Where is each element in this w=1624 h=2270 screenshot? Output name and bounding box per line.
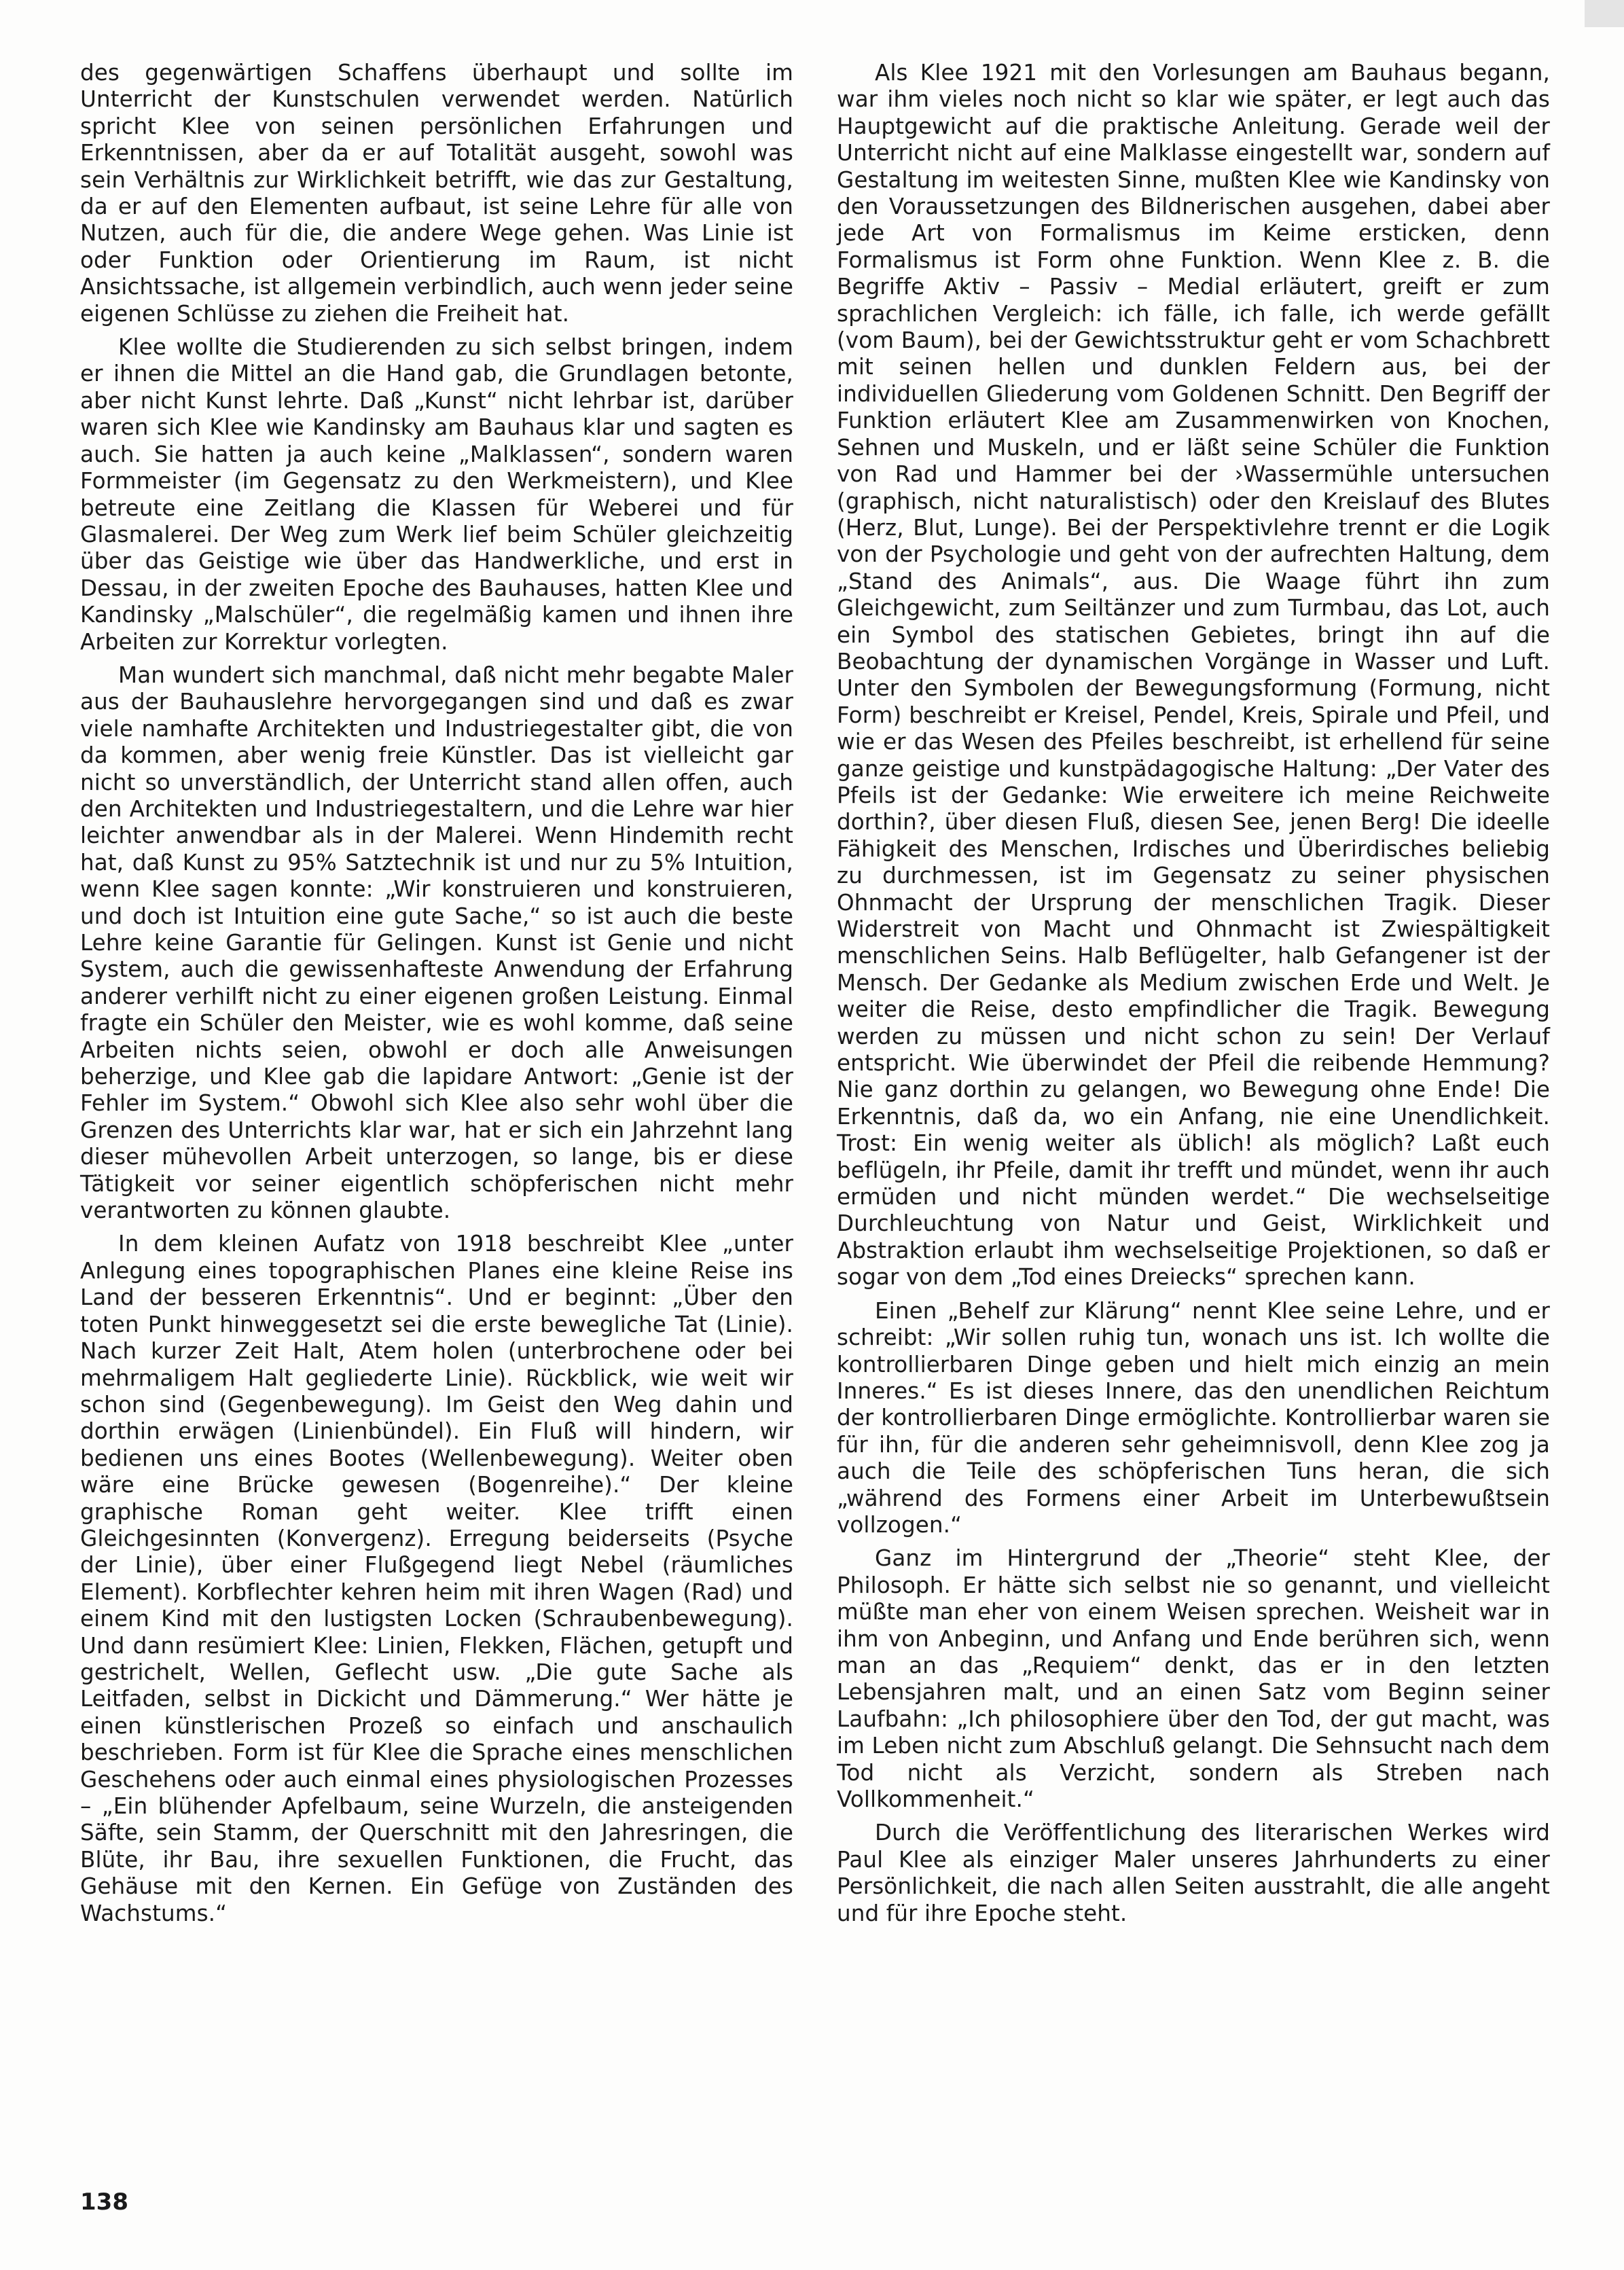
paragraph: Man wundert sich manchmal, daß nicht mehr begabte Maler aus der Bauhauslehre hervorgegangen sind und daß es zwar viele namhafte Architekten und Industriegestalter gibt, die von da kommen, aber wenig freie Künstler. Das ist vielleicht gar nicht so unverständlich, der Unterricht stand allen offen, auch den Architekten und Industriegestaltern, und die Lehre war hier leichter anwendbar als in der Malerei. Wenn Hindemith recht hat, daß Kunst zu 95% Satztechnik ist und nur zu 5% Intuition, wenn Klee sagen konnte: „Wir konstruieren und konstruieren, und doch ist Intuition eine gute Sache,“ so ist auch die beste Lehre keine Garantie für Gelingen. Kunst ist Genie und nicht System, auch die gewissenhafteste Anwendung der Erfahrung anderer verhilft nicht zu einer eigenen großen Leistung. Einmal fragte ein Schüler den Meister, wie es wohl komme, daß seine Arbeiten nichts seien, obwohl er doch alle Anweisungen beherzige, und Klee gab die lapidare Antwort: „Genie ist der Fehler im System.“ Obwohl sich Klee also sehr wohl über die Grenzen des Unterrichts klar war, hat er sich ein Jahrzehnt lang dieser mühevollen Arbeit unterzogen, so lange, bis er diese Tätigkeit vor seiner eigentlich schöpferischen nicht mehr verantworten zu können glaubte. <box>80 662 793 1224</box>
scan-edge-strip <box>1585 0 1624 27</box>
paragraph: des gegenwärtigen Schaffens überhaupt und sollte im Unterricht der Kunstschulen verwendet werden. Natürlich spricht Klee von seinen persönlichen Erfahrungen und Erkenntnissen, aber da er auf Totalität ausgeht, sowohl was sein Verhältnis zur Wirklichkeit betrifft, wie das zur Gestaltung, da er auf den Elementen aufbaut, ist seine Lehre für alle von Nutzen, auch für die, die andere Wege gehen. Was Linie ist oder Funktion oder Orientierung im Raum, ist nicht Ansichtssache, ist allgemein verbindlich, auch wenn jeder seine eigenen Schlüsse zu ziehen die Freiheit hat. <box>80 60 793 327</box>
paragraph: Einen „Behelf zur Klärung“ nennt Klee seine Lehre, und er schreibt: „Wir sollen ruhig tun, wonach uns ist. Ich wollte die kontrollierbaren Dinge geben und hielt mich einzig an mein Inneres.“ Es ist dieses Innere, das den unendlichen Reichtum der kontrollierbaren Dinge ermöglichte. Kontrollierbar waren sie für ihn, für die anderen sehr geheimnisvoll, denn Klee zog ja auch die Teile des schöpferischen Tuns heran, die sich „während des Formens einer Arbeit im Unterbewußtsein vollzogen.“ <box>837 1297 1550 1538</box>
page-number: 138 <box>80 2188 128 2216</box>
paragraph: Ganz im Hintergrund der „Theorie“ steht Klee, der Philosoph. Er hätte sich selbst nie so genannt, und vielleicht müßte man eher von einem Weisen sprechen. Weisheit war in ihm von Anbeginn, und Anfang und Ende berühren sich, wenn man an das „Requiem“ denkt, das er in den letzten Lebensjahren malt, und an einen Satz vom Beginn seiner Laufbahn: „Ich philosophiere über den Tod, der gut macht, was im Leben nicht zum Abschluß gelangt. Die Sehnsucht nach dem Tod nicht als Verzicht, sondern als Streben nach Vollkommenheit.“ <box>837 1545 1550 1812</box>
paragraph: Klee wollte die Studierenden zu sich selbst bringen, indem er ihnen die Mittel an die Hand gab, die Grundlagen betonte, aber nicht Kunst lehrte. Daß „Kunst“ nicht lehrbar ist, darüber waren sich Klee wie Kandinsky am Bauhaus klar und sagten es auch. Sie hatten ja auch keine „Malklassen“, sondern waren Formmeister (im Gegensatz zu den Werkmeistern), und Klee betreute eine Zeitlang die Klassen für Weberei und für Glasmalerei. Der Weg zum Werk lief beim Schüler gleichzeitig über das Geistige wie über das Handwerkliche, und erst in Dessau, in der zweiten Epoche des Bauhauses, hatten Klee und Kandinsky „Malschüler“, die regelmäßig kamen und ihnen ihre Arbeiten zur Korrektur vorlegten. <box>80 334 793 655</box>
paragraph: Durch die Veröffentlichung des literarischen Werkes wird Paul Klee als einziger Maler unseres Jahrhunderts zu einer Persönlichkeit, die nach allen Seiten ausstrahlt, die alle angeht und für ihre Epoche steht. <box>837 1820 1550 1926</box>
paragraph: In dem kleinen Aufatz von 1918 beschreibt Klee „unter Anlegung eines topographischen Planes eine kleine Reise ins Land der besseren Erkenntnis“. Und er beginnt: „Über den toten Punkt hinweggesetzt sei die erste bewegliche Tat (Linie). Nach kurzer Zeit Halt, Atem holen (unterbrochene oder bei mehrmaligem Halt gegliederte Linie). Rückblick, wie weit wir schon sind (Gegenbewegung). Im Geist den Weg dahin und dorthin erwägen (Linienbündel). Ein Fluß will hindern, wir bedienen uns eines Bootes (Wellenbewegung). Weiter oben wäre eine Brücke gewesen (Bogenreihe).“ Der kleine graphische Roman geht weiter. Klee trifft einen Gleichgesinnten (Konvergenz). Erregung beiderseits (Psyche der Linie), über einer Flußgegend liegt Nebel (räumliches Element). Korbflechter kehren heim mit ihren Wagen (Rad) und einem Kind mit den lustigsten Locken (Schraubenbewegung). Und dann resümiert Klee: Linien, Flekken, Flächen, getupft und gestrichelt, Wellen, Geflecht usw. „Die gute Sache als Leitfaden, selbst in Dickicht und Dämmerung.“ Wer hätte je einen künstlerischen Prozeß so einfach und anschaulich beschrieben. Form ist für Klee die Sprache eines menschlichen Geschehens oder auch einmal eines physiologischen Prozesses – „Ein blühender Apfelbaum, seine Wurzeln, die ansteigenden Säfte, sein Stamm, der Querschnitt mit den Jahresringen, die Blüte, ihr Bau, ihre sexuellen Funktionen, die Frucht, das Gehäuse mit den Kernen. Ein Gefüge von Zuständen des Wachstums.“ <box>80 1231 793 1926</box>
left-text-column <box>80 60 793 1927</box>
right-text-column <box>837 60 1550 1927</box>
paragraph: Als Klee 1921 mit den Vorlesungen am Bauhaus begann, war ihm vieles noch nicht so klar wie später, er legt auch das Hauptgewicht auf die praktische Anleitung. Gerade weil der Unterricht nicht auf eine Malklasse eingestellt war, sondern auf Gestaltung im weitesten Sinne, mußten Klee wie Kandinsky von den Voraussetzungen des Bildnerischen ausgehen, dabei aber jede Art von Formalismus im Keime ersticken, denn Formalismus ist Form ohne Funktion. Wenn Klee z. B. die Begriffe Aktiv – Passiv – Medial erläutert, greift er zum sprachlichen Vergleich: ich fälle, ich falle, ich werde gefällt (vom Baum), bei der Gewichtsstruktur geht er vom Schachbrett mit seinen hellen und dunklen Feldern aus, bei der individuellen Gliederung vom Goldenen Schnitt. Den Begriff der Funktion erläutert Klee am Zusammenwirken von Knochen, Sehnen und Muskeln, und er läßt seine Schüler die Funktion von Rad und Hammer bei der ›Wassermühle untersuchen (graphisch, nicht naturalistisch) oder den Kreislauf des Blutes (Herz, Blut, Lunge). Bei der Perspektivlehre trennt er die Logik von der Psychologie und geht von der aufrechten Haltung, dem „Stand des Animals“, aus. Die Waage führt ihn zum Gleichgewicht, zum Seiltänzer und zum Turmbau, das Lot, auch ein Symbol des statischen Gebietes, bringt ihn auf die Beobachtung der dynamischen Vorgänge in Wasser und Luft. Unter den Symbolen der Bewegungsformung (Formung, nicht Form) beschreibt er Kreisel, Pendel, Kreis, Spirale und Pfeil, und wie er das Wesen des Pfeiles beschreibt, ist erhellend für seine ganze geistige und kunstpädagogische Haltung: „Der Vater des Pfeils ist der Gedanke: Wie erweitere ich meine Reichweite dorthin?, über diesen Fluß, diesen See, jenen Berg! Die ideelle Fähigkeit des Menschen, Irdisches und Überirdisches beliebig zu durchmessen, ist im Gegensatz zu seiner physischen Ohnmacht der Ursprung der menschlichen Tragik. Dieser Widerstreit von Macht und Ohnmacht ist Zwiespältigkeit menschlichen Seins. Halb Beflügelter, halb Gefangener ist der Mensch. Der Gedanke als Medium zwischen Erde und Welt. Je weiter die Reise, desto empfindlicher die Tragik. Bewegung werden zu müssen und nicht schon zu sein! Der Verlauf entspricht. Wie überwindet der Pfeil die reibende Hemmung? Nie ganz dorthin zu gelangen, wo Bewegung ohne Ende! Die Erkenntnis, daß da, wo ein Anfang, nie eine Unendlichkeit. Trost: Ein wenig weiter als üblich! als möglich? Laßt euch beflügeln, ihr Pfeile, damit ihr trefft und mündet, wenn ihr auch ermüden und nicht münden werdet.“ Die wechselseitige Durchleuchtung von Natur und Geist, Wirklichkeit und Abstraktion erlaubt ihm wechselseitige Projektionen, so daß er sogar von dem „Tod eines Dreiecks“ sprechen kann. <box>837 60 1550 1291</box>
